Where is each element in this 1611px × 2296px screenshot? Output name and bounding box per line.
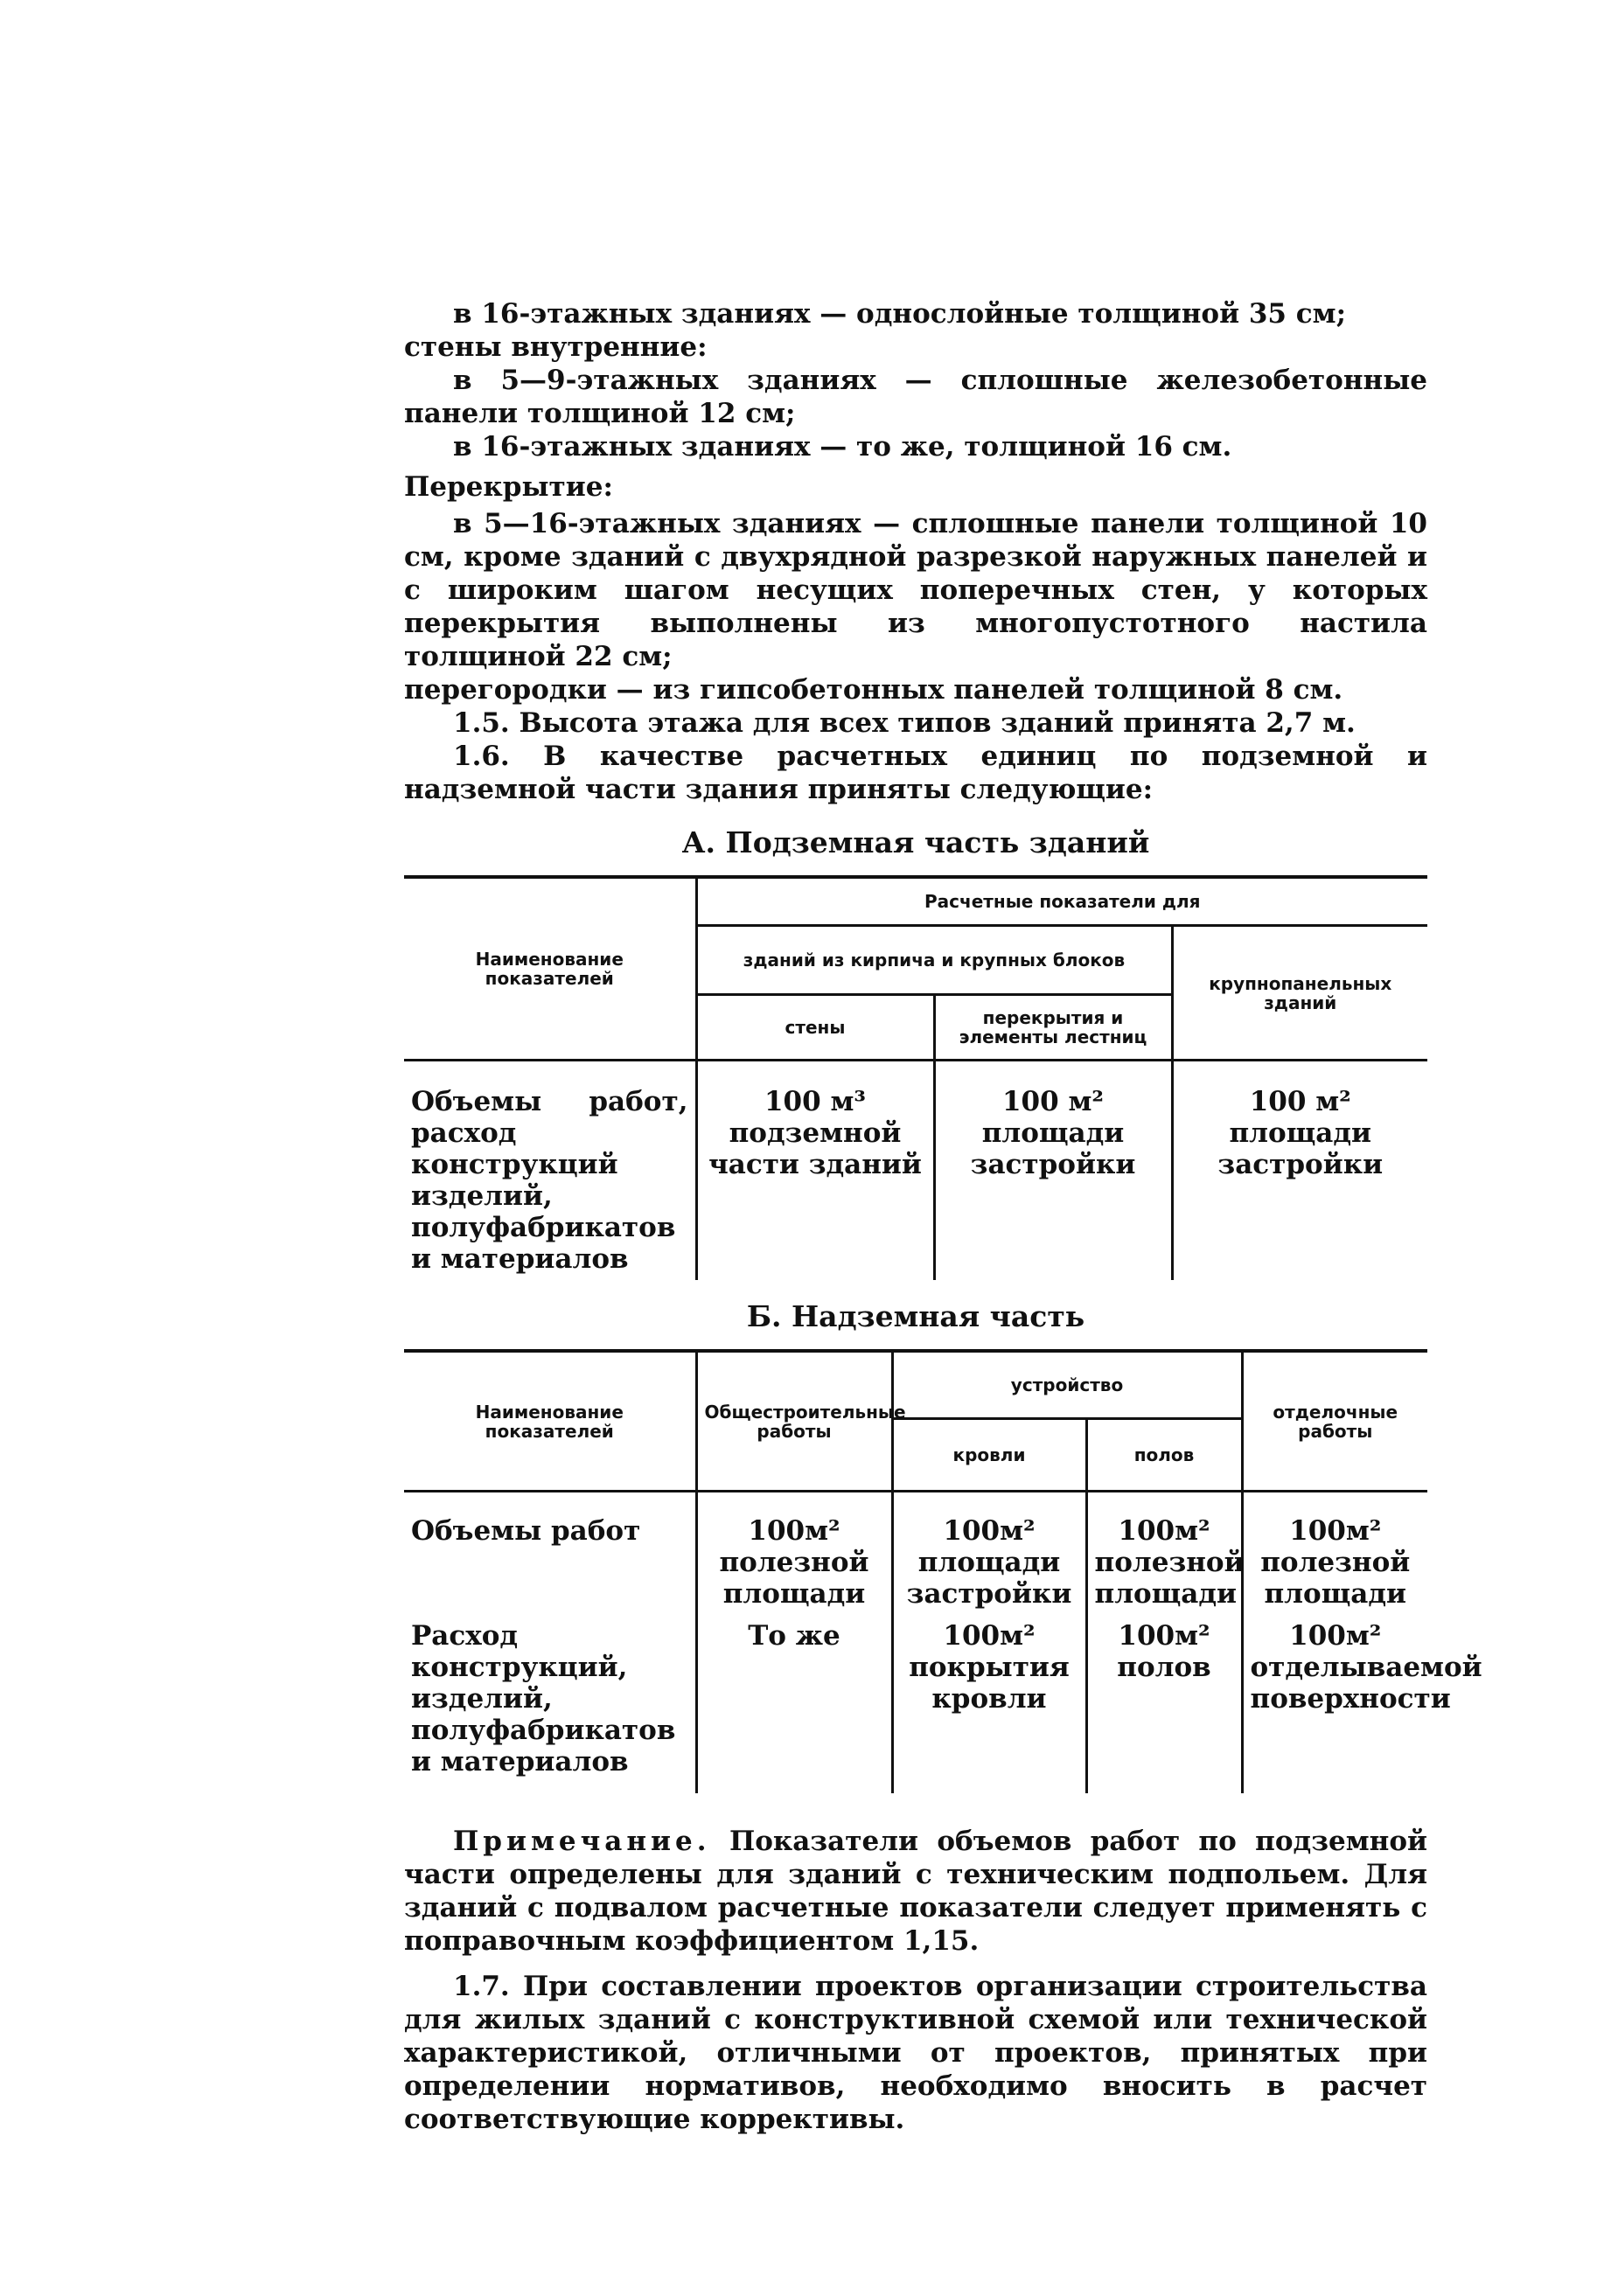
- text-line: перегородки — из гипсобетонных панелей толщиной 8 см.: [404, 674, 1343, 706]
- note-label: Примечание.: [453, 1826, 711, 1857]
- header-calc: Расчетные показатели для: [696, 877, 1427, 926]
- header-device: устройство: [892, 1351, 1242, 1419]
- row-volume-name: Объемы работ: [404, 1492, 696, 1616]
- header-name: Наименование показателей: [404, 877, 696, 1061]
- header-walls: стены: [696, 995, 934, 1061]
- header-floor: полов: [1086, 1419, 1242, 1492]
- cell-finish: 100м² отделываемой поверхности: [1250, 1620, 1482, 1715]
- cell-floor: 100м² полов: [1086, 1615, 1242, 1793]
- cell-general: 100м² полезной площади: [696, 1492, 892, 1616]
- cell-walls: 100 м³ подземной части зданий: [696, 1061, 934, 1281]
- text-paragraph: 1.6. В качестве расчетных единиц по подземной и надземной части здания приняты следующие:: [404, 741, 1427, 805]
- cell-roof: 100м² площади застройки: [892, 1492, 1086, 1616]
- text-line: в 16-этажных зданиях — то же, толщиной 16 см.: [453, 431, 1232, 463]
- header-panel: крупнопанельных зданий: [1172, 926, 1427, 1061]
- document-page: [404, 297, 1482, 2136]
- text-line: стены внутренние:: [404, 331, 708, 363]
- paragraph-1-7: 1.7. При составлении проектов организации строительства для жилых зданий с конструктивной схемой или технической характеристикой, отличными от проектов, принятых при определении нормативов, необходимо вносить в расчет соответствующие коррективы.: [404, 1971, 1427, 2135]
- cell-floor: 100м² полезной площади: [1086, 1492, 1242, 1616]
- text-line: в 16-этажных зданиях — однослойные толщиной 35 см;: [453, 298, 1347, 330]
- header-floors: перекрытия и элементы лестниц: [934, 995, 1172, 1061]
- row-consumption-name: Расход конструкций, изделий, полуфабрикатов и материалов: [404, 1615, 696, 1793]
- header-finish: отделочные работы: [1242, 1351, 1427, 1492]
- table-underground: [404, 875, 1427, 1280]
- header-name: Наименование показателей: [404, 1351, 696, 1492]
- table-aboveground: [404, 1349, 1482, 1793]
- cell-floors: 100 м² площади застройки: [934, 1061, 1172, 1281]
- text-line: в 5—9-этажных зданиях — сплошные железобетонные панели толщиной 12 см;: [404, 365, 1427, 429]
- row-name: Объемы работ, расход конструкций изделий, полуфабрикатов и материалов: [404, 1061, 696, 1281]
- table-b-title: Б. Надземная часть: [746, 1299, 1085, 1333]
- text-paragraph: в 5—16-этажных зданиях — сплошные панели толщиной 10 см, кроме зданий с двухрядной разрезкой наружных панелей и с широким шагом несущих поперечных стен, у которых перекрытия выполнены из многопустотного настила толщиной 22 см;: [404, 508, 1427, 672]
- table-a-title: А. Подземная часть зданий: [681, 825, 1150, 859]
- cell-finish: 100м² полезной площади: [1260, 1515, 1411, 1610]
- cell-panel: 100 м² площади застройки: [1217, 1086, 1384, 1180]
- text-line: 1.5. Высота этажа для всех типов зданий принята 2,7 м.: [453, 707, 1356, 739]
- header-general: Общестроительные работы: [696, 1351, 892, 1492]
- cell-general: То же: [696, 1615, 892, 1793]
- note-text: Показатели объемов работ по подземной части определены для зданий с техническим подпольем. Для зданий с подвалом расчетные показатели следует применять с поправочным коэффициентом 1,15.: [404, 1826, 1427, 1957]
- header-roof: кровли: [892, 1419, 1086, 1492]
- note-paragraph: [404, 1825, 1427, 1958]
- section-heading: Перекрытие:: [404, 471, 613, 503]
- cell-roof: 100м² покрытия кровли: [892, 1615, 1086, 1793]
- header-brick: зданий из кирпича и крупных блоков: [696, 926, 1172, 995]
